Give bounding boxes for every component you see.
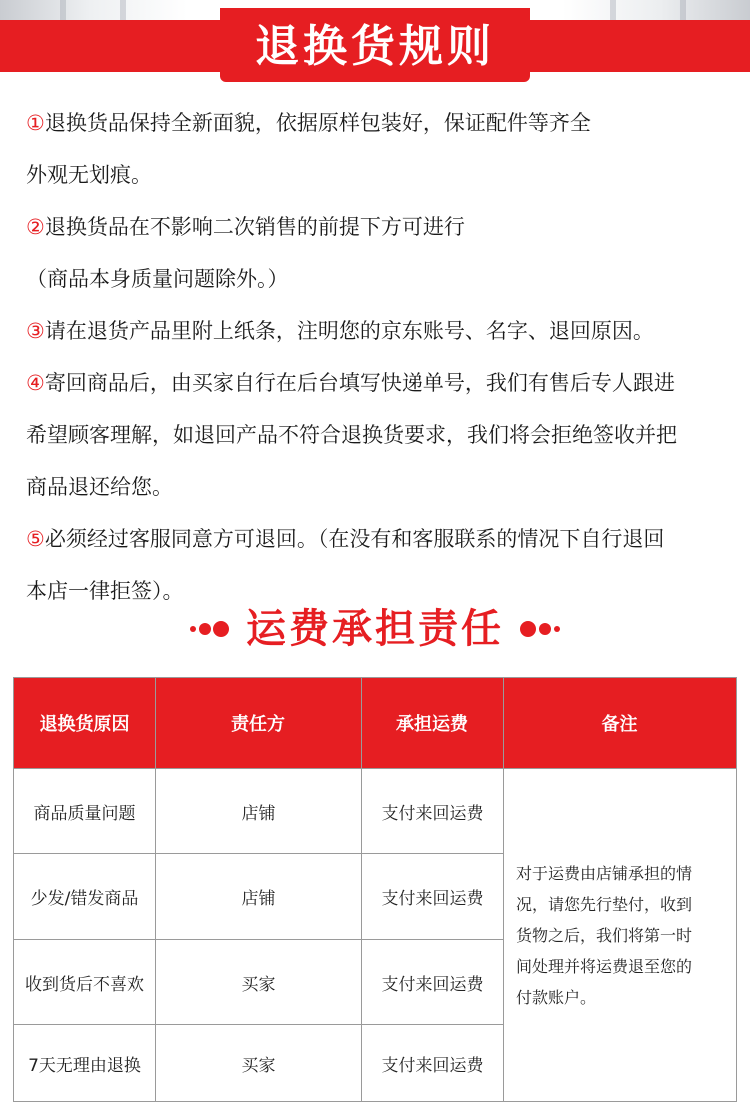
shipping-table [13,677,737,1102]
decor-dots-right [520,621,560,637]
rule-line: 商品退还给您。 [26,475,173,499]
table-cell-shipping: 支付来回运费 [381,1055,484,1076]
rule-line: （商品本身质量问题除外。） [26,267,289,291]
title-banner [0,8,750,82]
table-cell-party: 店铺 [241,889,276,909]
rule-line: 希望顾客理解，如退回产品不符合退换货要求，我们将会拒绝签收并把 [26,423,677,447]
rules-list [26,97,726,617]
rule-line: 本店一律拒签）。 [26,579,184,603]
rule-line: ③请在退货产品里附上纸条，注明您的京东账号、名字、退回原因。 [26,319,654,343]
table-header-note: 备注 [503,678,736,768]
shipping-title-text: 运费承担责任 [246,606,504,652]
rule-line: ④寄回商品后，由买家自行在后台填写快递单号，我们有售后专人跟进 [26,371,675,395]
table-cell-reason: 收到货后不喜欢 [25,974,144,995]
table-header-shipping: 承担运费 [361,678,503,768]
shipping-section-title [0,594,750,664]
table-cell-reason: 少发/错发商品 [30,889,139,909]
note-line: 对于运费由店铺承担的情 [516,864,693,883]
table-cell-shipping: 支付来回运费 [381,974,484,995]
table-note [516,858,722,1013]
table-cell-party: 店铺 [241,803,276,824]
table-cell-reason: 商品质量问题 [33,803,136,824]
page-title: 退换货规则 [255,21,495,72]
table-cell-party: 买家 [241,974,276,995]
table-cell-shipping: 支付来回运费 [381,803,484,824]
table-cell-reason: 7天无理由退换 [28,1055,141,1076]
note-line: 货物之后，我们将第一时 [516,926,693,945]
rule-line: 外观无划痕。 [26,163,152,187]
rule-line: ①退换货品保持全新面貌，依据原样包装好，保证配件等齐全 [26,111,591,135]
note-line: 间处理并将运费退至您的 [516,957,693,976]
note-line: 付款账户。 [516,988,597,1007]
table-header-reason: 退换货原因 [14,678,155,768]
note-line: 况，请您先行垫付，收到 [516,895,693,914]
rule-line: ⑤必须经过客服同意方可退回。（在没有和客服联系的情况下自行退回 [26,527,665,551]
table-header-party: 责任方 [155,678,361,768]
rule-line: ②退换货品在不影响二次销售的前提下方可进行 [26,215,465,239]
table-cell-shipping: 支付来回运费 [381,889,484,909]
table-cell-party: 买家 [241,1055,276,1076]
